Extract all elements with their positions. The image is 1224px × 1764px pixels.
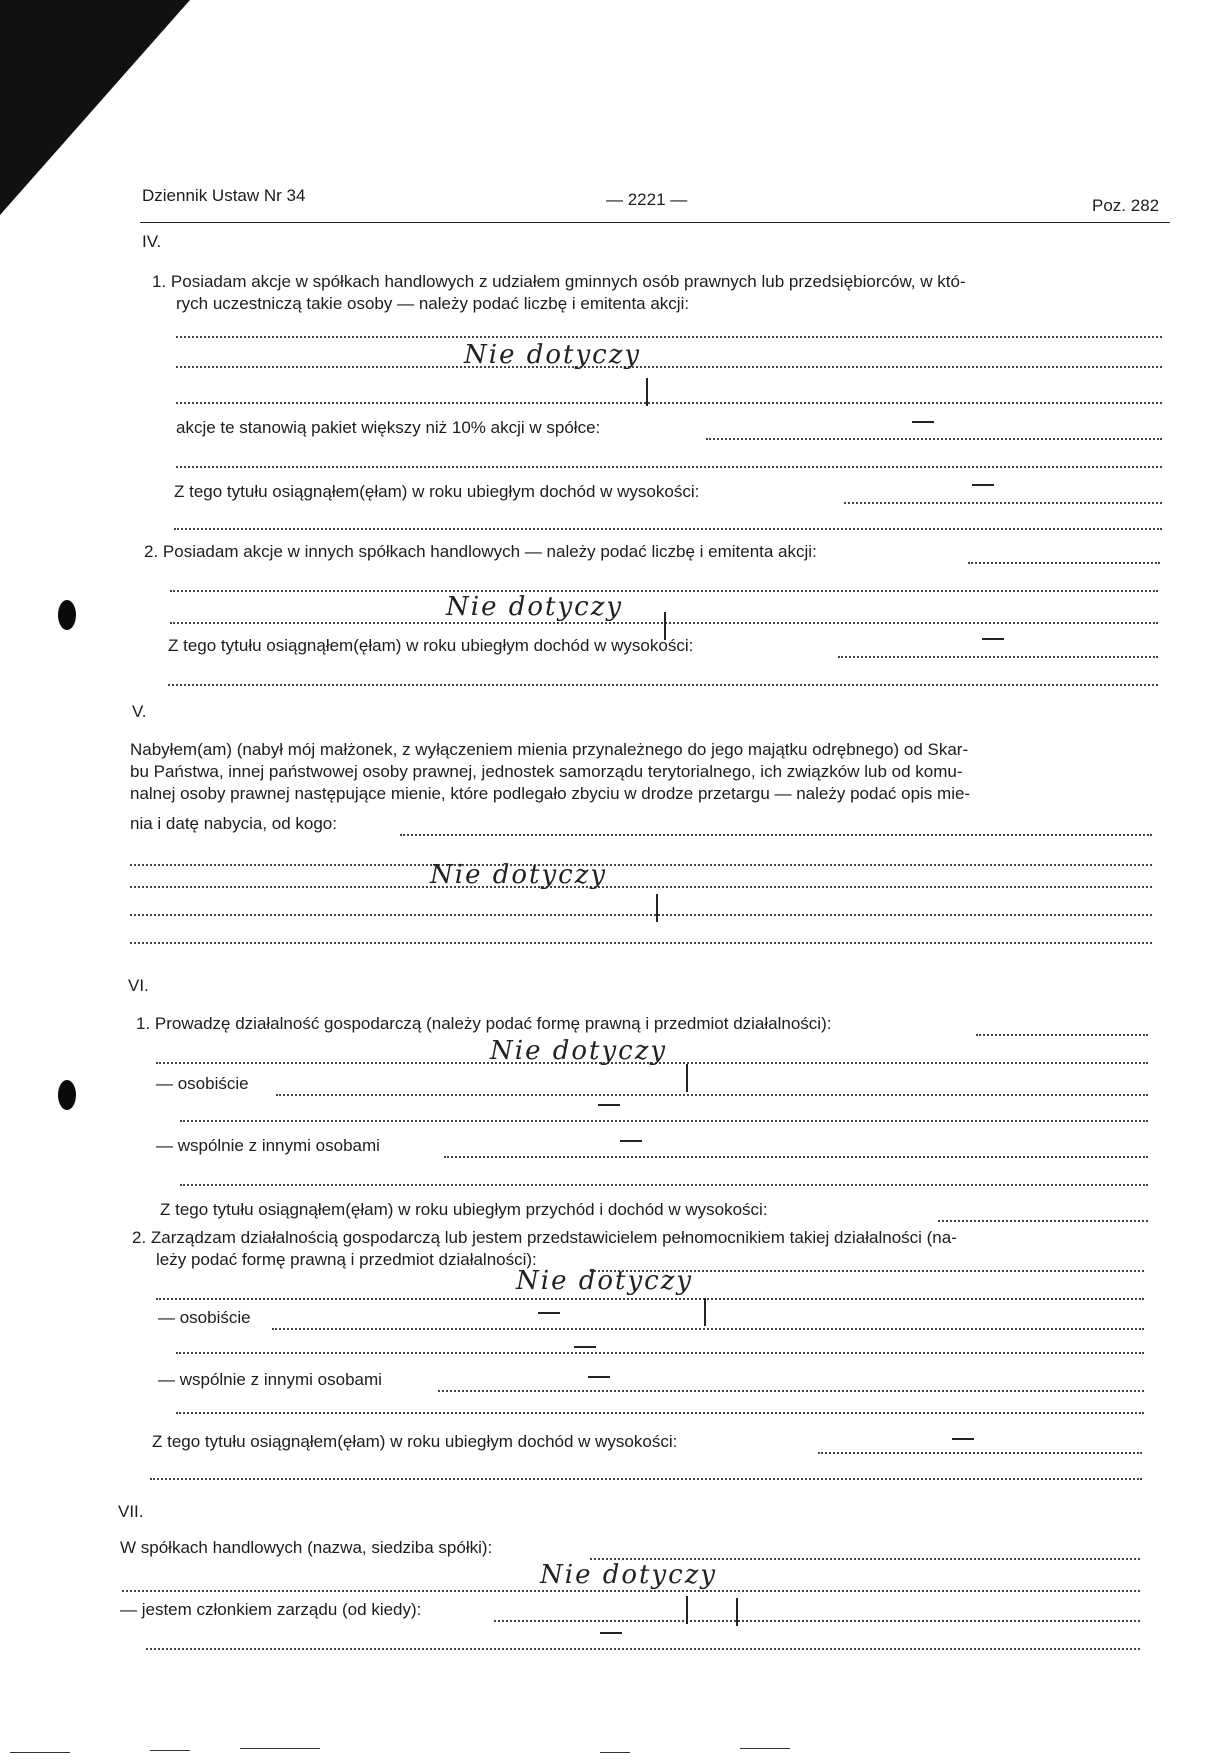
handwritten-stroke [686, 1596, 688, 1624]
s6-p2-income: Z tego tytułu osiągnąłem(ęłam) w roku ubiegłym dochód w wysokości: [152, 1432, 678, 1451]
s5-text-3: nalnej osoby prawnej następujące mienie, które podlegało zbyciu w drodze przetargu — należy podać opis mie- [130, 784, 971, 803]
fill-line [176, 336, 1162, 338]
fill-line [818, 1452, 1142, 1454]
s6-p2-personal: — osobiście [158, 1308, 251, 1327]
s6-p1-text: 1. Prowadzę działalność gospodarczą (należy podać formę prawną i przedmiot działalności): [136, 1014, 832, 1033]
scan-noise [10, 1752, 70, 1753]
handwritten-answer: Nie dotyczy [464, 340, 642, 370]
fill-line [130, 864, 1152, 866]
fill-line [400, 834, 1152, 836]
fill-line [180, 1120, 1148, 1122]
s5-text-2: bu Państwa, innej państwowej osoby prawnej, jednostek samorządu terytorialnego, ich związków lub od komu- [130, 762, 963, 781]
section-v-heading: V. [132, 702, 147, 721]
s4-p1-text-cont: rych uczestniczą takie osoby — należy podać liczbę i emitenta akcji: [176, 294, 690, 313]
section-vi-heading: VI. [128, 976, 149, 995]
handwritten-stroke [656, 894, 658, 922]
s6-p1-income: Z tego tytułu osiągnąłem(ęłam) w roku ubiegłym przychód i dochód w wysokości: [160, 1200, 768, 1219]
fill-line [156, 1298, 1144, 1300]
handwritten-answer: Nie dotyczy [490, 1036, 668, 1066]
fill-line [122, 1590, 1140, 1592]
handwritten-dash [982, 638, 1004, 640]
handwritten-stroke [704, 1298, 706, 1326]
s4-p1-text: 1. Posiadam akcje w spółkach handlowych z udziałem gminnych osób prawnych lub przedsiębiorców, w któ- [152, 272, 966, 291]
s6-p2-text: 2. Zarządzam działalnością gospodarczą lub jestem przedstawicielem pełnomocnikiem takiej działalności (na- [132, 1228, 957, 1247]
s4-p1-income: Z tego tytułu osiągnąłem(ęłam) w roku ubiegłym dochód w wysokości: [174, 482, 700, 501]
scan-corner [0, 0, 190, 215]
fill-line [176, 1412, 1144, 1414]
scan-noise [150, 1750, 190, 1751]
fill-line [838, 656, 1158, 658]
fill-line [150, 1478, 1142, 1480]
fill-line [168, 684, 1158, 686]
page-number: — 2221 — [606, 190, 688, 209]
handwritten-answer: Nie dotyczy [516, 1266, 694, 1296]
s7-board: — jestem członkiem zarządu (od kiedy): [120, 1600, 422, 1619]
fill-line [444, 1156, 1148, 1158]
fill-line [174, 528, 1162, 530]
fill-line [170, 590, 1158, 592]
handwritten-answer: Nie dotyczy [540, 1560, 718, 1590]
handwritten-dash [538, 1312, 560, 1314]
fill-line [938, 1220, 1148, 1222]
fill-line [968, 562, 1160, 564]
handwritten-dash [598, 1104, 620, 1106]
fill-line [438, 1390, 1144, 1392]
s6-p1-personal: — osobiście [156, 1074, 249, 1093]
handwritten-answer: Nie dotyczy [430, 860, 608, 890]
position-number: Poz. 282 [1092, 196, 1160, 215]
journal-name: Dziennik Ustaw Nr 34 [142, 186, 306, 205]
s7-text: W spółkach handlowych (nazwa, siedziba spółki): [120, 1538, 493, 1557]
handwritten-dash [620, 1140, 642, 1142]
handwritten-answer: Nie dotyczy [446, 592, 624, 622]
handwritten-dash [600, 1632, 622, 1634]
fill-line [494, 1620, 1140, 1622]
handwritten-dash [912, 421, 934, 423]
fill-line [130, 942, 1152, 944]
s6-p1-jointly: — wspólnie z innymi osobami [156, 1136, 380, 1155]
s5-text-4: nia i datę nabycia, od kogo: [130, 814, 337, 833]
s4-p2-income: Z tego tytułu osiągnąłem(ęłam) w roku ubiegłym dochód w wysokości: [168, 636, 694, 655]
header-rule [140, 222, 1170, 223]
fill-line [276, 1094, 1148, 1096]
fill-line [176, 1352, 1144, 1354]
s4-p1-shares: akcje te stanowią pakiet większy niż 10% akcji w spółce: [176, 418, 601, 437]
fill-line [976, 1034, 1148, 1036]
fill-line [272, 1328, 1144, 1330]
punch-hole [58, 1080, 76, 1110]
fill-line [844, 502, 1162, 504]
fill-line [176, 402, 1162, 404]
section-iv-heading: IV. [142, 232, 162, 251]
s6-p2-jointly: — wspólnie z innymi osobami [158, 1370, 382, 1389]
s6-p2-text-cont: leży podać formę prawną i przedmiot działalności): [156, 1250, 537, 1269]
s5-text-1: Nabyłem(am) (nabył mój małżonek, z wyłączeniem mienia przynależnego do jego majątku odrębnego) od Skar- [130, 740, 969, 759]
fill-line [706, 438, 1162, 440]
fill-line [176, 466, 1162, 468]
section-vii-heading: VII. [118, 1502, 144, 1521]
handwritten-dash [952, 1438, 974, 1440]
handwritten-dash [574, 1346, 596, 1348]
fill-line [180, 1184, 1148, 1186]
scan-noise [740, 1748, 790, 1749]
handwritten-stroke [736, 1598, 738, 1626]
scan-noise [600, 1752, 630, 1753]
fill-line [130, 886, 1152, 888]
fill-line [146, 1648, 1140, 1650]
scan-noise [240, 1748, 320, 1749]
fill-line [130, 914, 1152, 916]
s4-p2-text: 2. Posiadam akcje w innych spółkach handlowych — należy podać liczbę i emitenta akcji: [144, 542, 817, 561]
handwritten-dash [972, 484, 994, 486]
fill-line [176, 366, 1162, 368]
punch-hole [58, 600, 76, 630]
handwritten-dash [588, 1376, 610, 1378]
handwritten-stroke [686, 1064, 688, 1092]
